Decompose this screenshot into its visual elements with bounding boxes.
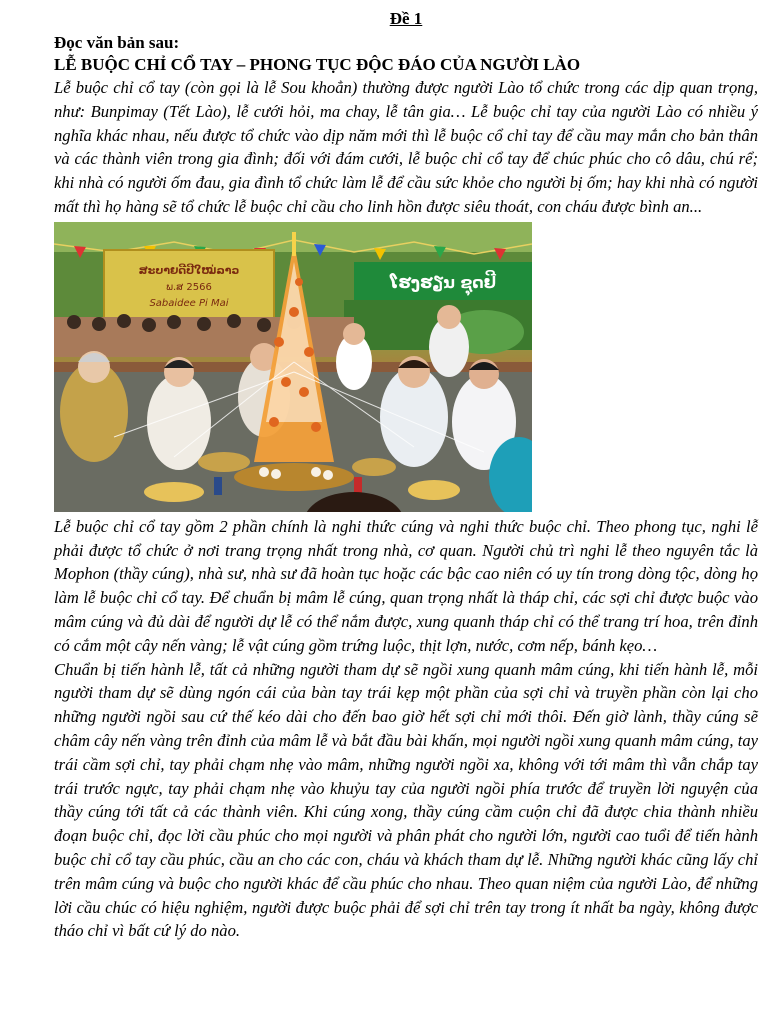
paragraph-3: Chuẩn bị tiến hành lễ, tất cả những người tham dự sẽ ngồi xung quanh mâm cúng, khi tiến hành lễ, mỗi người tham dự sẽ dùng ngón cái của bàn tay trái kẹp một phần của sợi chỉ và truyền phần còn lại cho những người ngồi sau cứ thế kéo dài cho đến bao giờ hết sợi chỉ mới thôi. Đến giờ lành, thầy cúng sẽ châm cây nến vàng trên đỉnh của mâm lễ và bắt đầu bài khấn, mọi người ngồi xung quanh mâm cúng, tay trái cầm sợi chỉ, tay phải chạm nhẹ vào mâm, những người ngồi xa, không với tới mâm thì vẫn chắp tay trái trước ngực, tay phải chạm nhẹ vào khuỷu tay của người ngồi phía trước để truyền lời nguyện của thầy cúng tới tất cả các thành viên. Khi cúng xong, thầy cúng cầm cuộn chỉ đã được chia thành nhiều đoạn buộc chỉ, đọc lời cầu phúc cho mọi người và phân phát cho người lớn, người cao tuổi để tiến hành buộc chỉ cổ tay cầu phúc, cầu an cho các con, cháu và khách tham dự lễ. Những người khác cũng lấy chỉ trên mâm cúng và buộc cho người khác để cầu phúc cho nhau. Theo quan niệm của người Lào, để những lời cầu chúc có hiệu nghiệm, người được buộc phải để sợi chỉ trên tay trong ít nhất ba ngày, không được tháo chỉ vì bất cứ lý do nào. [54, 659, 758, 941]
paragraph-1: Lễ buộc chỉ cổ tay (còn gọi là lễ Sou khoẳn) thường được người Lào tổ chức trong các dịp quan trọng, như: Bunpimay (Tết Lào), lễ cưới hỏi, ma chay, lễ tân gia… Lễ buộc chỉ tay của người Lào có nhiều ý nghĩa khác nhau, nếu được tổ chức vào dịp năm mới thì lễ buộc cổ chỉ tay để cầu may mắn cho bản thân và các thành viên trong gia đình; đối với đám cưới, lễ buộc chỉ cổ tay để chúc phúc cho cô dâu, chú rể; khi nhà có người ốm đau, gia đình tổ chức làm lễ để cầu sức khỏe cho người bị ốm; hay khi nhà có người mất thì họ hàng sẽ tổ chức lễ buộc chỉ cầu cho linh hồn được siêu thoát, con cháu được bình an... [54, 78, 758, 216]
right-banner-text: ໂຮງຮຽນ ຊຸດຢີ [390, 272, 496, 292]
ceremony-photo-illustration [54, 222, 532, 512]
exam-heading: Đề 1 [389, 9, 423, 28]
paragraph-2: Lễ buộc chỉ cổ tay gồm 2 phần chính là nghi thức cúng và nghi thức buộc chỉ. Theo phong tục, nghi lễ phải được tổ chức ở nơi trang trọng nhất trong nhà, cơ quan. Người chủ trì nghi lễ theo nguyên tắc là Mophon (thầy cúng), nhà sư, nhà sư đã hoàn tục hoặc các bậc cao niên có uy tín trong dòng tộc, dòng họ làm lễ buộc chỉ cổ tay. Để chuẩn bị mâm lễ cúng, quan trọng nhất là tháp chỉ, các sợi chỉ được buộc vào mâm cúng và đủ dài để người dự lễ có thể nắm được, xung quanh tháp chỉ có thể trang trí hoa, trên đỉnh có cắm một cây nến vàng; lễ vật cúng gồm trứng luộc, thịt lợn, nước, cơm nếp, bánh kẹo… [54, 516, 758, 655]
left-banner-latin: Sabaidee Pi Mai [149, 297, 229, 309]
document-page [54, 8, 758, 943]
left-banner-text: ສະບາຍດີປີໃໝ່ລາວ [138, 263, 240, 277]
article-title: LỄ BUỘC CHỈ CỔ TAY – PHONG TỤC ĐỘC ĐÁO CỦA NGƯỜI LÀO [54, 55, 581, 74]
left-banner-sub: ພ.ສ 2566 [166, 281, 212, 293]
reading-instruction: Đọc văn bản sau: [54, 33, 180, 52]
ceremony-photo [54, 222, 532, 512]
